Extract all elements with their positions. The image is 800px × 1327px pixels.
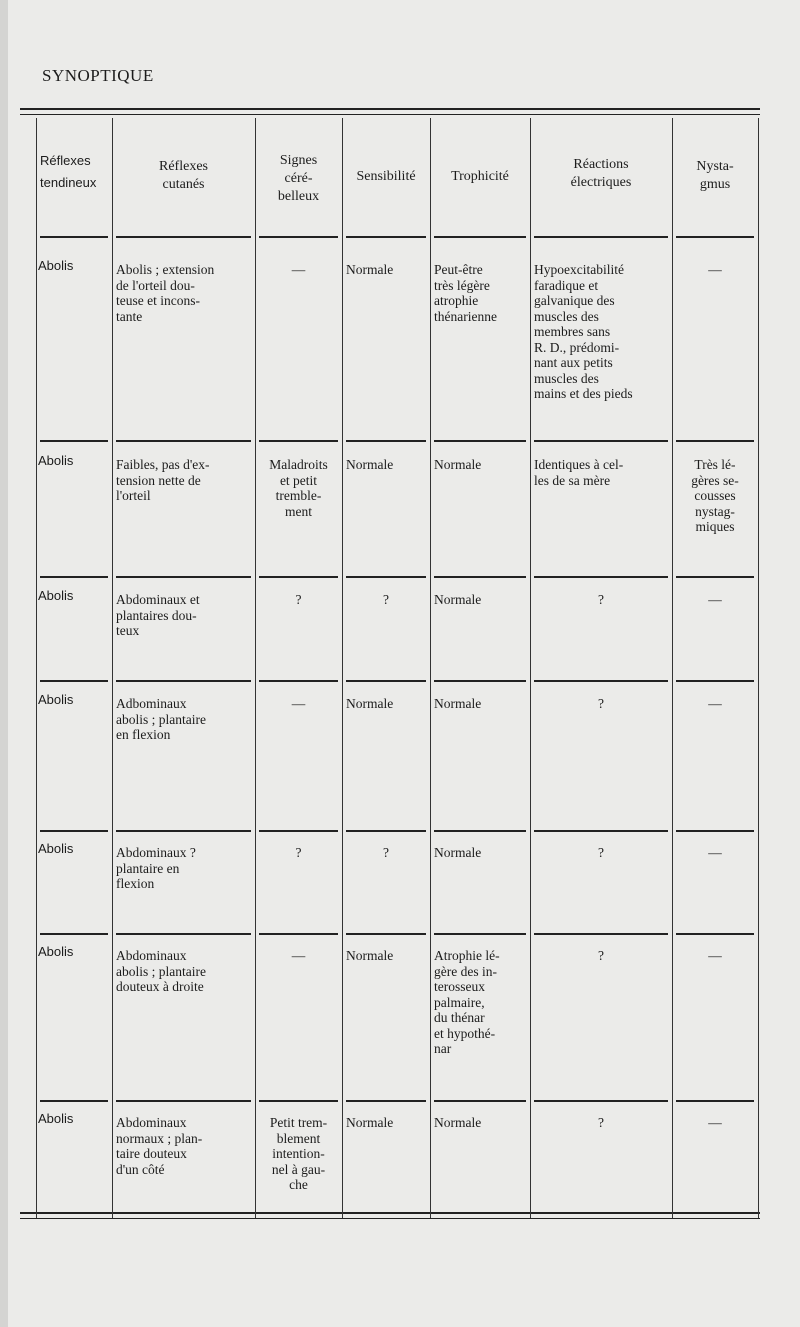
table-cell: ? [598,592,604,607]
row-separator [434,440,526,442]
row-separator [676,933,754,935]
page-title: SYNOPTIQUE [42,66,154,85]
row-separator [40,576,108,578]
table-cell: Normale [346,696,394,711]
row-separator [116,680,251,682]
table-cell: Abdominaux abolis ; plantaire douteux à droite [116,948,206,994]
column-header: Nysta- gmus [696,159,734,192]
row-separator [40,1100,108,1102]
table-cell: Normale [346,1115,394,1130]
table-cell: Normale [346,262,394,277]
table-cell: Abdominaux normaux ; plan- taire douteux d'un côté [116,1115,203,1177]
row-separator [116,830,251,832]
row-separator [434,680,526,682]
table-top-rule [20,108,760,110]
row-separator [676,830,754,832]
column-rule [430,118,431,1218]
table-cell: Petit trem- blement intention- nel à gau- che [269,1115,328,1192]
table-cell: ? [383,845,389,860]
column-rule [36,118,37,1218]
column-rule [672,118,673,1218]
table-cell: Abdominaux ? plantaire en flexion [116,845,196,891]
table-cell: ? [598,948,604,963]
column-rule [530,118,531,1218]
table-cell: Abolis [38,588,74,603]
row-separator [40,236,108,238]
row-separator [259,440,338,442]
row-separator [676,1100,754,1102]
table-cell: ? [598,696,604,711]
row-separator [534,830,668,832]
row-separator [676,680,754,682]
row-separator [676,576,754,578]
table-cell: ? [383,592,389,607]
table-cell: ? [295,845,302,860]
table-cell: — [708,1115,722,1130]
table-cell: Normale [346,457,394,472]
row-separator [259,1100,338,1102]
table-cell: — [291,948,306,963]
table-cell: Identiques à cel- les de sa mère [534,457,624,488]
row-separator [116,236,251,238]
row-separator [346,1100,426,1102]
table-cell: Abolis [38,841,74,856]
row-separator [534,576,668,578]
row-separator [676,236,754,238]
table-cell: ? [598,845,604,860]
row-separator [116,1100,251,1102]
row-separator [259,933,338,935]
row-separator [259,830,338,832]
row-separator [40,440,108,442]
table-cell: — [291,262,306,277]
column-header: Signes céré- belleux [277,153,320,204]
row-separator [116,933,251,935]
table-cell: — [708,592,722,607]
row-separator [534,440,668,442]
table-cell: Abolis [38,1111,74,1126]
table-cell: Normale [434,457,482,472]
table-cell: — [708,262,722,277]
column-header: Trophicité [451,169,509,184]
table-cell: Normale [434,1115,482,1130]
table-bottom-rule [20,1212,760,1214]
table-cell: Normale [434,845,482,860]
table-cell: Abolis [38,692,74,707]
row-separator [434,1100,526,1102]
table-cell: Abdominaux et plantaires dou- teux [116,592,200,638]
column-header: Sensibilité [356,169,416,184]
table-cell: Normale [434,592,482,607]
table-cell: Abolis [38,944,74,959]
table-cell: Faibles, pas d'ex- tension nette de l'orteil [116,457,210,503]
table-cell: ? [295,592,302,607]
column-rule [255,118,256,1218]
table-cell: — [708,696,722,711]
row-separator [116,440,251,442]
table-cell: Peut-être très légère atrophie thénarienne [434,262,497,324]
row-separator [534,1100,668,1102]
table-cell: Abolis [38,453,74,468]
row-separator [534,236,668,238]
row-separator [346,830,426,832]
row-separator [259,236,338,238]
table-cell: — [291,696,306,711]
column-header: Réactions électriques [570,157,632,190]
row-separator [40,680,108,682]
column-header: Réflexes tendineux [40,153,97,190]
table-top-rule-thin [20,114,760,115]
table-cell: Hypoexcitabilité faradique et galvanique des muscles des membres sans R. D., prédomi- nant aux petits muscles des mains et des pieds [534,262,633,401]
column-rule [112,118,113,1218]
row-separator [40,933,108,935]
column-header: Réflexes cutanés [159,159,208,192]
row-separator [676,440,754,442]
row-separator [534,680,668,682]
table-cell: Atrophie lé- gère des in- terosseux palmaire, du thénar et hypothé- nar [434,948,500,1056]
row-separator [534,933,668,935]
row-separator [434,236,526,238]
table-bottom-rule-thin [20,1218,760,1219]
table-cell: — [708,948,722,963]
row-separator [259,576,338,578]
table-cell: Très lé- gères se- cousses nystag- miques [691,457,739,534]
row-separator [346,236,426,238]
row-separator [346,933,426,935]
table-cell: Maladroits et petit tremble- ment [269,457,328,519]
row-separator [116,576,251,578]
table-cell: Abolis [38,258,74,273]
table-cell: Abolis ; extension de l'orteil dou- teuse et incons- tante [116,262,215,324]
row-separator [346,576,426,578]
table-cell: — [708,845,722,860]
row-separator [259,680,338,682]
row-separator [346,440,426,442]
row-separator [434,830,526,832]
row-separator [40,830,108,832]
table-cell: Adbominaux abolis ; plantaire en flexion [116,696,206,742]
column-rule [342,118,343,1218]
table-cell: Normale [434,696,482,711]
table-cell: ? [598,1115,604,1130]
table-cell: Normale [346,948,394,963]
row-separator [434,933,526,935]
page-gutter [0,0,8,1327]
row-separator [346,680,426,682]
row-separator [434,576,526,578]
column-rule [758,118,759,1218]
